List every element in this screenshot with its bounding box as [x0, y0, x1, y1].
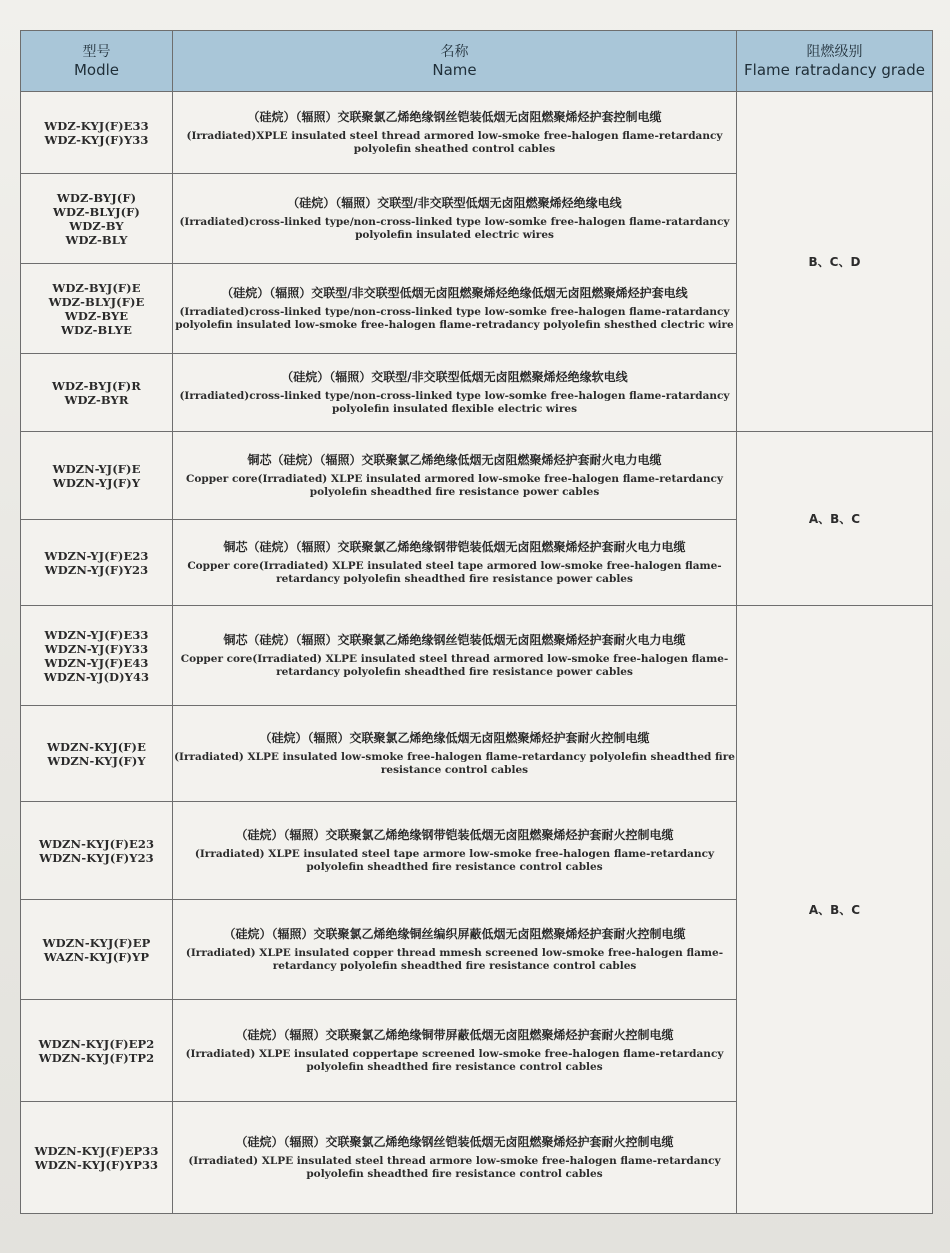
header-model-cn: 型号	[82, 44, 111, 60]
name-english: Copper core(Irradiated) XLPE insulated steel tape armored low-smoke free-halogen flame-retardancy polyolefin sheadthed fire resistance power cables	[187, 560, 722, 585]
cable-spec-table	[20, 30, 933, 1214]
name-english: (Irradiated)cross-linked type/non-cross-linked type low-somke free-halogen flame-ratardancy polyolefin insulated low-smoke free-halogen flame-retradancy polyolefin shesthed clectric wire	[175, 306, 734, 331]
name-english: (Irradiated) XLPE insulated steel tape armore low-smoke free-halogen flame-retardancy polyolefin sheadthed fire resistance control cables	[194, 848, 715, 873]
model-code: WDZN-KYJ(F)EP33	[34, 1143, 159, 1158]
model-code: WDZ-KYJ(F)Y33	[44, 132, 149, 147]
header-grade	[737, 31, 933, 92]
header-name-en: Name	[432, 61, 477, 79]
grade-cell-group3: A、B、C	[737, 606, 933, 1214]
model-code: WDZN-KYJ(F)EP	[42, 935, 151, 950]
grade-cell-group1: B、C、D	[737, 92, 933, 432]
name-cell	[173, 706, 737, 802]
model-cell	[21, 802, 173, 900]
model-code: WDZN-KYJ(F)Y	[47, 753, 146, 768]
name-chinese: （硅烷）（辐照）交联聚氯乙烯绝缘铜丝编织屏蔽低烟无卤阻燃聚烯烃护套耐火控制电缆	[223, 927, 686, 941]
model-code: WDZN-KYJ(F)E23	[38, 836, 155, 851]
name-cell	[173, 1102, 737, 1214]
name-chinese: 铜芯（硅烷）（辐照）交联聚氯乙烯绝缘钢带铠装低烟无卤阻燃聚烯烃护套耐火电力电缆	[223, 540, 686, 554]
model-code: WDZN-YJ(F)Y33	[44, 641, 149, 656]
name-english: Copper core(Irradiated) XLPE insulated armored low-smoke free-halogen flame-retardancy polyolefin sheadthed fire resistance power cables	[186, 473, 723, 498]
name-english: (Irradiated) XLPE insulated steel thread armore low-smoke free-halogen flame-retardancy polyolefin sheadthed fire resistance control cables	[188, 1155, 721, 1180]
model-code: WDZ-BYJ(F)	[56, 190, 137, 205]
name-chinese: （硅烷）（辐照）交联聚氯乙烯绝缘钢丝铠装低烟无卤阻燃聚烯烃护套控制电缆	[247, 110, 662, 124]
name-cell	[173, 802, 737, 900]
name-chinese: （硅烷）（辐照）交联聚氯乙烯绝缘铜带屏蔽低烟无卤阻燃聚烯烃护套耐火控制电缆	[235, 1028, 674, 1042]
header-model	[21, 31, 173, 92]
grade-cell-group2: A、B、C	[737, 432, 933, 606]
model-code: WDZ-BLYJ(F)E	[48, 294, 145, 309]
table-row	[21, 432, 933, 520]
name-english: (Irradiated) XLPE insulated low-smoke free-halogen flame-retardancy polyolefin sheadthed fire resistance control cables	[174, 751, 735, 776]
model-cell	[21, 1000, 173, 1102]
model-code: WDZN-KYJ(F)EP2	[38, 1036, 155, 1051]
model-code: WDZ-BYE	[64, 308, 129, 323]
name-cell	[173, 92, 737, 174]
name-chinese: 铜芯（硅烷）（辐照）交联聚氯乙烯绝缘钢丝铠装低烟无卤阻燃聚烯烃护套耐火电力电缆	[223, 633, 686, 647]
model-code: WDZN-KYJ(F)E	[47, 739, 146, 754]
model-code: WDZN-YJ(F)Y	[52, 475, 141, 490]
model-code: WDZN-YJ(F)E43	[44, 655, 149, 670]
name-cell	[173, 174, 737, 264]
name-english: (Irradiated)cross-linked type/non-cross-linked type low-somke free-halogen flame-ratardancy polyolefin insulated flexible electric wires	[179, 390, 730, 415]
table-row	[21, 606, 933, 706]
model-cell	[21, 606, 173, 706]
model-cell	[21, 900, 173, 1000]
model-code: WDZN-YJ(D)Y43	[43, 669, 150, 684]
name-cell	[173, 354, 737, 432]
model-code: WDZ-BLYE	[61, 322, 132, 337]
model-code: WDZ-BLY	[65, 232, 128, 247]
model-cell	[21, 1102, 173, 1214]
name-chinese: （硅烷）（辐照）交联型/非交联型低烟无卤阻燃聚烯烃绝缘软电线	[281, 370, 628, 384]
name-english: (Irradiated) XLPE insulated coppertape screened low-smoke free-halogen flame-retardancy polyolefin sheadthed fire resistance control cables	[185, 1048, 724, 1073]
model-cell	[21, 174, 173, 264]
name-english: (Irradiated)cross-linked type/non-cross-linked type low-somke free-halogen flame-ratardancy polyolefin insulated electric wires	[179, 216, 730, 241]
model-code: WDZ-BYJ(F)E	[52, 280, 141, 295]
model-code: WDZN-YJ(F)E23	[44, 548, 149, 563]
model-code: WDZ-BYJ(F)R	[52, 378, 141, 393]
model-cell	[21, 264, 173, 354]
header-model-en: Modle	[73, 61, 120, 79]
model-cell	[21, 354, 173, 432]
header-grade-en: Flame ratradancy grade	[744, 61, 925, 79]
model-code: WDZ-KYJ(F)E33	[44, 118, 149, 133]
name-cell	[173, 520, 737, 606]
model-code: WDZN-KYJ(F)TP2	[38, 1050, 155, 1065]
table-header-row	[21, 31, 933, 92]
name-chinese: （硅烷）（辐照）交联聚氯乙烯绝缘钢带铠装低烟无卤阻燃聚烯烃护套耐火控制电缆	[235, 828, 674, 842]
model-code: WDZ-BYR	[64, 392, 129, 407]
name-cell	[173, 900, 737, 1000]
model-code: WAZN-KYJ(F)YP	[43, 949, 150, 964]
header-name	[173, 31, 737, 92]
model-cell	[21, 432, 173, 520]
table-row	[21, 92, 933, 174]
name-chinese: （硅烷）（辐照）交联型/非交联型低烟无卤阻燃聚烯烃绝缘低烟无卤阻燃聚烯烃护套电线	[221, 286, 688, 300]
model-code: WDZN-KYJ(F)YP33	[34, 1157, 159, 1172]
name-cell	[173, 1000, 737, 1102]
model-code: WDZN-YJ(F)E33	[44, 627, 149, 642]
model-cell	[21, 92, 173, 174]
model-code: WDZN-YJ(F)Y23	[44, 562, 149, 577]
name-cell	[173, 264, 737, 354]
name-chinese: 铜芯（硅烷）（辐照）交联聚氯乙烯绝缘低烟无卤阻燃聚烯烃护套耐火电力电缆	[247, 453, 662, 467]
name-english: (Irradiated)XPLE insulated steel thread armored low-smoke free-halogen flame-retardancy polyolefin sheathed control cables	[186, 130, 723, 155]
model-code: WDZ-BY	[69, 218, 124, 233]
name-cell	[173, 606, 737, 706]
name-english: (Irradiated) XLPE insulated copper thread mmesh screened low-smoke free-halogen flame-retardancy polyolefin sheadthed fire resistance control cables	[185, 947, 724, 972]
header-grade-cn: 阻燃级别	[806, 44, 863, 60]
name-english: Copper core(Irradiated) XLPE insulated steel thread armored low-smoke free-halogen flame-retardancy polyolefin sheadthed fire resistance power cables	[180, 653, 729, 678]
name-cell	[173, 432, 737, 520]
header-name-cn: 名称	[440, 44, 469, 60]
model-code: WDZ-BLYJ(F)	[53, 204, 140, 219]
name-chinese: （硅烷）（辐照）交联型/非交联型低烟无卤阻燃聚烯烃绝缘电线	[287, 196, 622, 210]
model-code: WDZN-KYJ(F)Y23	[39, 850, 154, 865]
model-cell	[21, 520, 173, 606]
name-chinese: （硅烷）（辐照）交联聚氯乙烯绝缘钢丝铠装低烟无卤阻燃聚烯烃护套耐火控制电缆	[235, 1135, 674, 1149]
model-cell	[21, 706, 173, 802]
model-code: WDZN-YJ(F)E	[52, 461, 141, 476]
name-chinese: （硅烷）（辐照）交联聚氯乙烯绝缘低烟无卤阻燃聚烯烃护套耐火控制电缆	[259, 731, 650, 745]
